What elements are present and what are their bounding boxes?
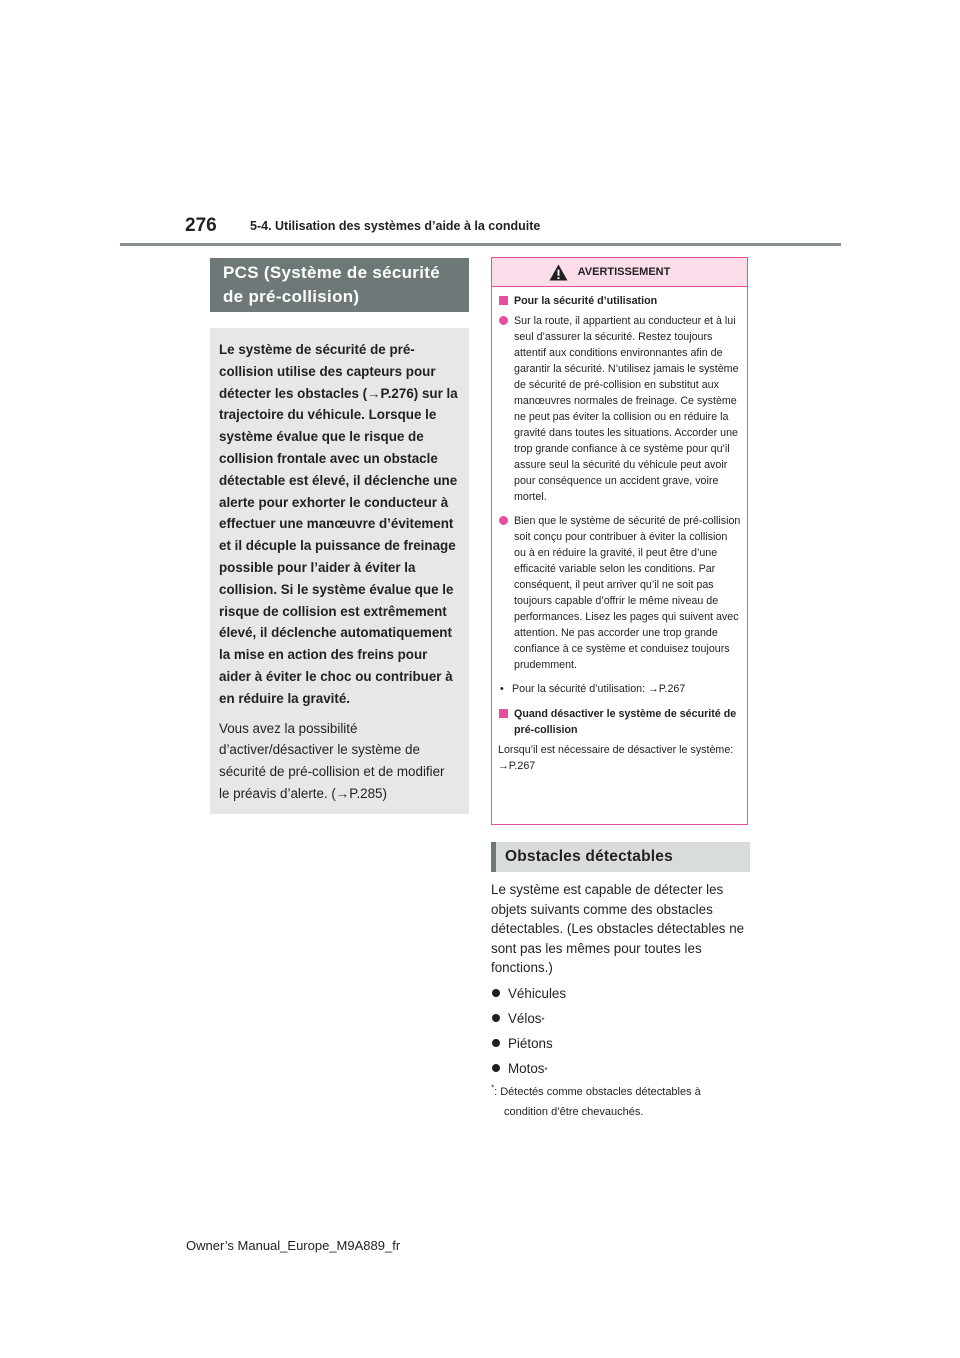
- warning-sub-item: • Pour la sécurité d’utilisation: →P.267: [500, 683, 686, 695]
- obstacle-item: Vélos *: [491, 1009, 750, 1028]
- warning-header: [492, 258, 747, 287]
- warning-bullet-1: Sur la route, il appartient au conducteur et à lui seul d’assurer la sécurité. Restez toujours attentif aux conditions environnantes afin de garantir la sécurité. N’utilisez jamais le système de sécurité de pré-collision en substitut aux manœuvres normales de freinage. Ce système ne peut pas éviter la collision ou en réduire la gravité dans toutes les situations. Accorder une trop grande confiance à ce système pour qu’il assure seul la sécurité du véhicule peut avoir pour conséquence un accident grave, voire mortel.: [498, 313, 741, 505]
- section-title: 5-4. Utilisation des systèmes d’aide à la conduite: [250, 219, 541, 233]
- obstacles-intro: Le système est capable de détecter les objets suivants comme des obstacles détectables. (Les obstacles détectables ne sont pas les mêmes pour toutes les fonctions.): [491, 882, 745, 975]
- pcs-intro-box: [210, 328, 469, 814]
- obstacle-item: Motos *: [491, 1059, 750, 1078]
- header-rule: [120, 243, 841, 246]
- pcs-intro-normal: Vous avez la possibilité d’activer/désactiver le système de sécurité de pré-collision et de modifier le préavis d’alerte. (→P.285): [219, 720, 445, 801]
- warning-triangle-icon: [549, 264, 568, 281]
- circle-bullet-icon: [499, 516, 508, 525]
- pcs-title-line2: de pré-collision): [223, 287, 360, 306]
- warning-bullet-2: Bien que le système de sécurité de pré-collision soit conçu pour contribuer à éviter la collision ou à en réduire la gravité, il peut être d’une efficacité variable selon les conditions. Par conséquent, il peut arriver qu’il ne soit pas toujours capable d’offrir le même niveau de performances. Lisez les pages qui suivent avec attention. Ne pas accorder une trop grande confiance à ce système et conduisez toujours prudemment.: [498, 513, 741, 673]
- footnote-mark: *: [491, 1082, 495, 1092]
- obstacles-title: Obstacles détectables: [491, 842, 750, 872]
- bullet-dot-icon: [492, 1014, 500, 1022]
- left-column: [210, 258, 469, 814]
- bullet-dot-icon: [492, 1064, 500, 1072]
- warning-body: [492, 287, 747, 774]
- page-number: 276: [185, 215, 217, 236]
- warning-title: AVERTISSEMENT: [577, 266, 671, 278]
- footnote-line1: : Détectés comme obstacles détectables à: [494, 1085, 701, 1098]
- square-bullet-icon: [499, 709, 508, 718]
- warning-heading-2: Quand désactiver le système de sécurité de pré-collision: [498, 706, 741, 738]
- footer-text: Owner’s Manual_Europe_M9A889_fr: [186, 1238, 401, 1253]
- footnote-line2: condition d’être chevauchés.: [504, 1105, 644, 1118]
- pcs-title-bar: [210, 258, 469, 312]
- bullet-dot-icon: [492, 1039, 500, 1047]
- warning-heading-1: Pour la sécurité d’utilisation: [498, 293, 741, 309]
- square-bullet-icon: [499, 296, 508, 305]
- warning-box: [491, 257, 748, 825]
- circle-bullet-icon: [499, 316, 508, 325]
- obstacle-item: Piétons: [491, 1034, 750, 1053]
- pcs-title-line1: PCS (Système de sécurité: [223, 263, 440, 282]
- sub-bullet-mark: •: [500, 683, 504, 695]
- footnote: [491, 1082, 750, 1122]
- pcs-intro-bold: Le système de sécurité de pré-collision utilise des capteurs pour détecter les obstacles (→P.276) sur la trajectoire du véhicule. Lorsque le système évalue que le risque de collision frontale avec un obstacle détectable est élevé, il déclenche une alerte pour exhorter le conducteur à effectuer une manœuvre d’évitement et il décuple la puissance de freinage possible pour l’aider à éviter la collision. Si le système évalue que le risque de collision est extrêmement élevé, il déclenche automatiquement la mise en action des freins pour aider à éviter le choc ou contribuer à en réduire la gravité.: [219, 342, 458, 706]
- warning-plain-text: Lorsqu’il est nécessaire de désactiver le système: →P.267: [498, 744, 734, 772]
- obstacle-item: Véhicules: [491, 984, 750, 1003]
- bullet-dot-icon: [492, 989, 500, 997]
- obstacles-section: [491, 842, 750, 1122]
